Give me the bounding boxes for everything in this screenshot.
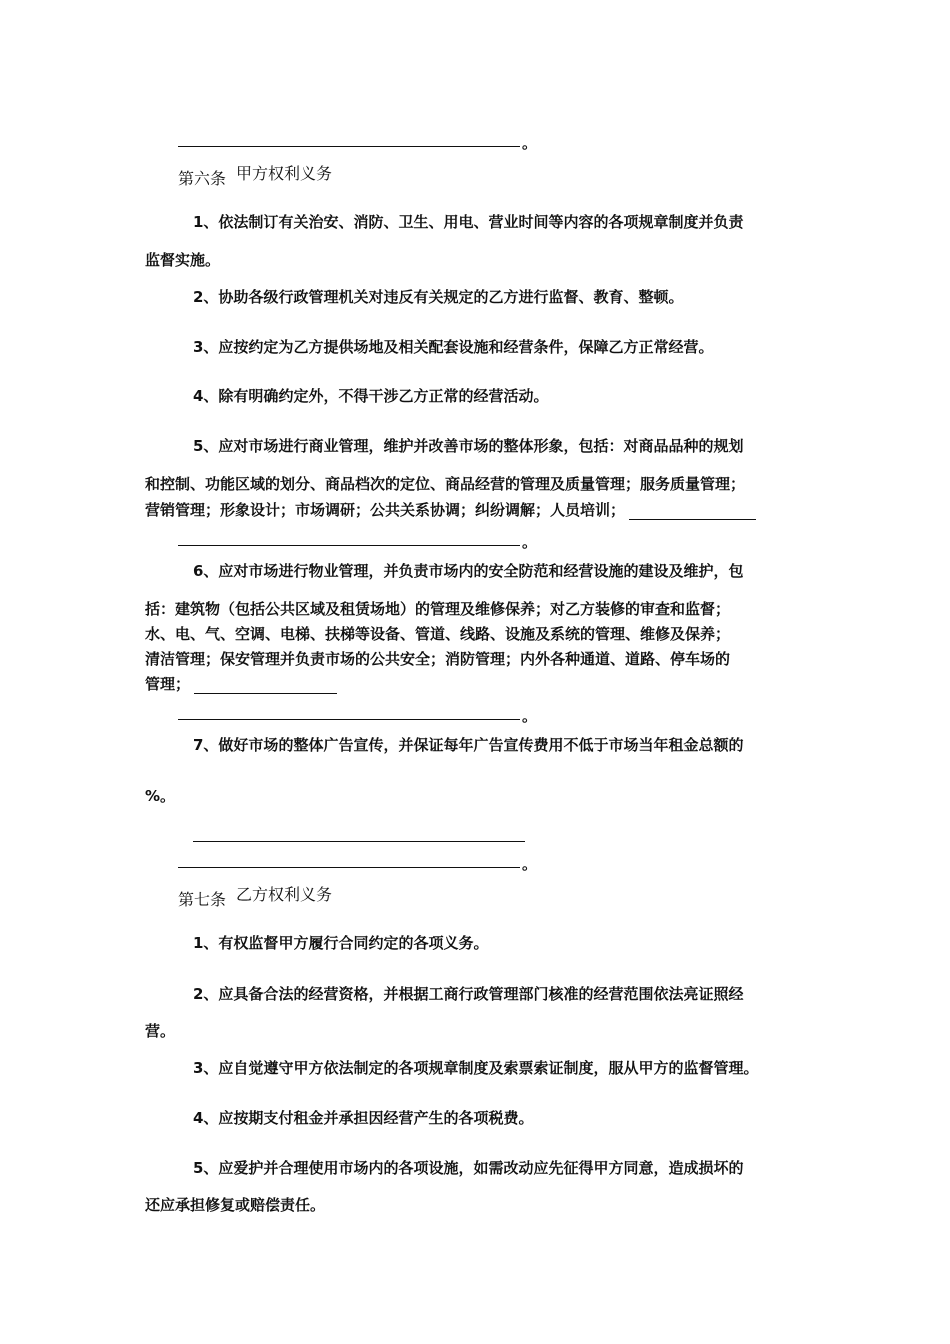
period: 。 xyxy=(522,707,538,725)
paragraph: 5、应对市场进行商业管理，维护并改善市场的整体形象，包括：对商品品种的规划 xyxy=(193,437,744,455)
paragraph: 3、应自觉遵守甲方依法制定的各项规章制度及索票索证制度，服从甲方的监督管理。 xyxy=(193,1059,759,1077)
period: 。 xyxy=(522,134,538,152)
paragraph xyxy=(145,674,810,694)
article-number: 第六条 xyxy=(178,169,227,188)
paragraph: 4、应按期支付租金并承担因经营产生的各项税费。 xyxy=(193,1109,534,1127)
paragraph: 3、应按约定为乙方提供场地及相关配套设施和经营条件，保障乙方正常经营。 xyxy=(193,338,714,356)
paragraph-text: 管理； xyxy=(145,675,191,693)
paragraph: 营。 xyxy=(145,1022,176,1040)
article-title: 甲方权利义务 xyxy=(236,164,333,183)
period: 。 xyxy=(522,533,538,551)
article-6-heading xyxy=(178,166,332,189)
paragraph: 监督实施。 xyxy=(145,251,221,269)
paragraph: 1、依法制订有关治安、消防、卫生、用电、营业时间等内容的各项规章制度并负责 xyxy=(193,213,744,231)
fill-blank xyxy=(629,505,756,520)
paragraph xyxy=(145,500,810,520)
fill-blank xyxy=(178,528,520,546)
paragraph: 5、应爱护并合理使用市场内的各项设施，如需改动应先征得甲方同意，造成损坏的 xyxy=(193,1159,744,1177)
paragraph: 7、做好市场的整体广告宣传，并保证每年广告宣传费用不低于市场当年租金总额的 xyxy=(193,736,744,754)
paragraph: 2、协助各级行政管理机关对违反有关规定的乙方进行监督、教育、整顿。 xyxy=(193,288,684,306)
paragraph: 2、应具备合法的经营资格，并根据工商行政管理部门核准的经营范围依法亮证照经 xyxy=(193,985,744,1003)
fill-blank xyxy=(178,702,520,720)
paragraph-text: 营销管理；形象设计；市场调研；公共关系协调；纠纷调解；人员培训； xyxy=(145,501,626,519)
fill-blank xyxy=(178,129,520,147)
fill-blank-row xyxy=(178,849,538,873)
fill-blank-row xyxy=(178,527,538,551)
paragraph: 清洁管理；保安管理并负责市场的公共安全；消防管理；内外各种通道、道路、停车场的 xyxy=(145,650,731,668)
article-title: 乙方权利义务 xyxy=(236,885,333,904)
fill-blank-row xyxy=(178,701,538,725)
paragraph: 水、电、气、空调、电梯、扶梯等设备、管道、线路、设施及系统的管理、维修及保养； xyxy=(145,625,731,643)
fill-blank-row xyxy=(178,128,538,152)
paragraph: 括：建筑物（包括公共区域及租赁场地）的管理及维修保养；对乙方装修的审查和监督； xyxy=(145,600,731,618)
paragraph: 和控制、功能区域的划分、商品档次的定位、商品经营的管理及质量管理；服务质量管理； xyxy=(145,475,746,493)
fill-blank xyxy=(193,841,525,842)
period: 。 xyxy=(522,855,538,873)
paragraph: %。 xyxy=(145,787,176,805)
article-7-heading xyxy=(178,887,332,910)
paragraph: 还应承担修复或赔偿责任。 xyxy=(145,1196,326,1214)
fill-blank xyxy=(178,850,520,868)
paragraph: 4、除有明确约定外，不得干涉乙方正常的经营活动。 xyxy=(193,387,549,405)
article-number: 第七条 xyxy=(178,890,227,909)
fill-blank xyxy=(194,679,337,694)
paragraph: 6、应对市场进行物业管理，并负责市场内的安全防范和经营设施的建设及维护，包 xyxy=(193,562,744,580)
paragraph: 1、有权监督甲方履行合同约定的各项义务。 xyxy=(193,934,489,952)
